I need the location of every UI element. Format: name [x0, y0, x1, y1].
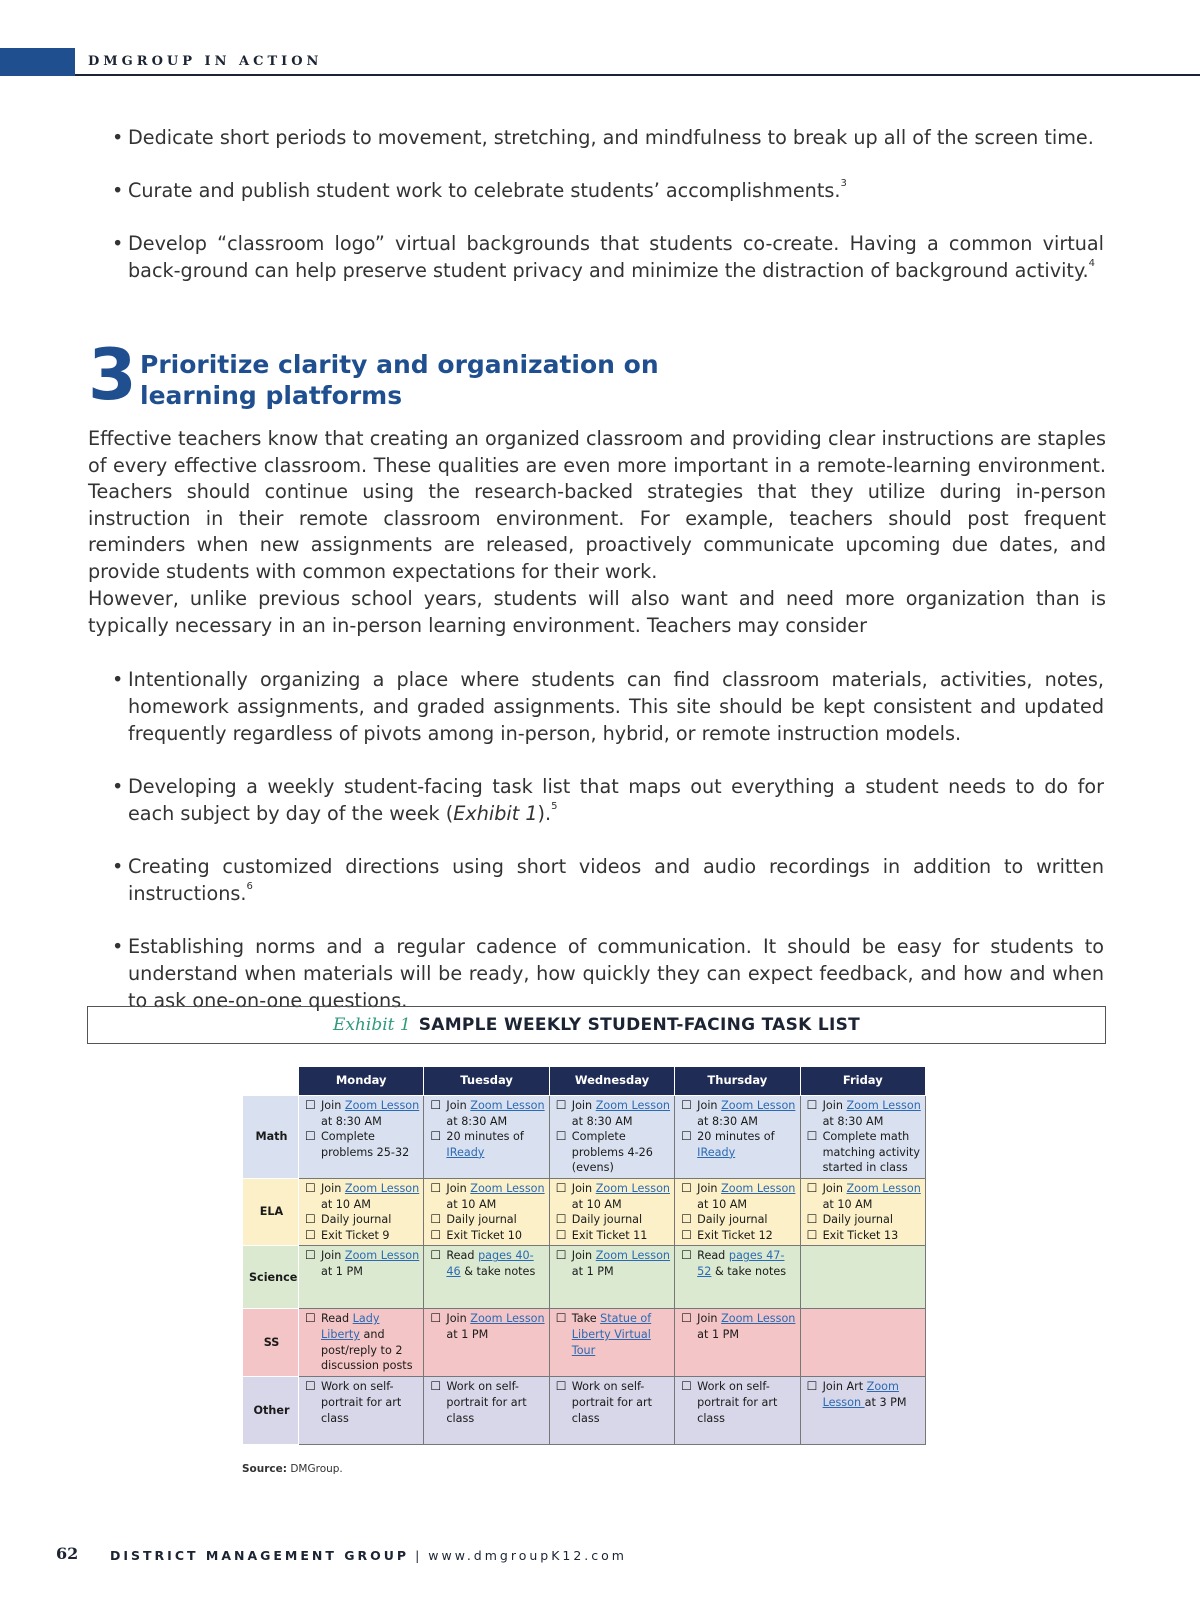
subject-label: Math — [243, 1096, 299, 1179]
subject-row — [243, 1179, 926, 1246]
bullet-item — [112, 230, 1104, 284]
body-paragraph: However, unlike previous school years, students will also want and need more organization than is typically necessary in an in-person learning environment. Teachers may consider — [88, 587, 1106, 637]
bullet-text: Intentionally organizing a place where students can find classroom materials, activities, notes, homework assignments, and graded assignments. This site should be kept consistent and updated frequently regardless of pivots among in-person, hybrid, or remote instruction models. — [128, 668, 1104, 745]
task-item: ☐ Join Zoom Lesson at 8:30 AM — [430, 1098, 544, 1129]
source-text: DMGroup. — [286, 1463, 343, 1475]
task-link[interactable]: Zoom Lesson — [344, 1249, 420, 1263]
task-cell — [424, 1179, 549, 1246]
task-item: ☐ Work on self-portrait for art class — [681, 1379, 795, 1426]
bullet-text: Dedicate short periods to movement, stretching, and mindfulness to break up all of the screen time. — [128, 126, 1094, 149]
task-cell — [549, 1377, 674, 1445]
task-item: ☐ Take Statue of Liberty Virtual Tour — [556, 1311, 670, 1358]
task-item: ☐ Exit Ticket 12 — [681, 1228, 795, 1244]
task-link[interactable]: Zoom Lesson — [344, 1099, 420, 1112]
task-cell — [800, 1377, 925, 1445]
task-cell — [800, 1309, 925, 1377]
task-item: ☐ Join Zoom Lesson at 8:30 AM — [807, 1098, 921, 1129]
task-link[interactable]: pages 40-46 — [446, 1249, 534, 1278]
page-number: 62 — [56, 1544, 79, 1563]
task-item: ☐ Join Zoom Lesson at 1 PM — [681, 1311, 795, 1342]
exhibit-reference: Exhibit 1 — [453, 802, 538, 825]
bullet-text: Establishing norms and a regular cadence of communication. It should be easy for students to understand when materials will be ready, how quickly they can expect feedback, and how and when to ask one-on-one questions. — [128, 935, 1104, 1012]
subject-label: Other — [243, 1377, 299, 1445]
task-item: ☐ Join Zoom Lesson at 10 AM — [305, 1181, 419, 1212]
exhibit-label: Exhibit 1 — [332, 1015, 411, 1035]
footer — [110, 1548, 627, 1563]
section-title: Prioritize clarity and organization on learning platforms — [140, 350, 659, 410]
task-cell — [299, 1377, 424, 1445]
bullet-text: Curate and publish student work to celebrate students’ accomplishments. — [128, 179, 841, 202]
task-item: ☐ 20 minutes of IReady — [681, 1129, 795, 1160]
task-cell — [424, 1377, 549, 1445]
subject-label: Science — [243, 1246, 299, 1309]
task-item: ☐ Exit Ticket 11 — [556, 1228, 670, 1244]
footer-separator: | — [415, 1548, 423, 1563]
task-cell — [424, 1096, 549, 1179]
task-cell — [549, 1179, 674, 1246]
task-cell — [299, 1309, 424, 1377]
running-header: DMGROUP IN ACTION — [88, 54, 323, 69]
task-item: ☐ Join Zoom Lesson at 8:30 AM — [556, 1098, 670, 1129]
section-number: 3 — [88, 334, 137, 416]
task-link[interactable]: Zoom Lesson — [822, 1380, 899, 1409]
task-item: ☐ Join Zoom Lesson at 1 PM — [305, 1248, 419, 1279]
task-cell — [424, 1309, 549, 1377]
task-link[interactable]: Zoom Lesson — [846, 1099, 921, 1112]
day-header: Monday — [299, 1067, 424, 1096]
task-link[interactable]: IReady — [697, 1145, 736, 1159]
body-paragraph: Effective teachers know that creating an organized classroom and providing clear instructions are staples of every effective classroom. These qualities are even more important in a remote-learning environment. Teachers should continue using the research-backed strategies that they utilize during in-person instruction in their remote classroom environment. For example, teachers should post frequent reminders when new assignments are released, proactively communicate upcoming due dates, and provide students with common expectations for their work. — [88, 427, 1106, 583]
task-item: ☐ Join Zoom Lesson at 1 PM — [556, 1248, 670, 1279]
task-cell — [549, 1096, 674, 1179]
task-cell — [800, 1096, 925, 1179]
task-link[interactable]: pages 47-52 — [697, 1249, 785, 1278]
bullet-item — [112, 773, 1104, 827]
task-item: ☐ Daily journal — [807, 1212, 921, 1228]
task-link[interactable]: Zoom Lesson — [721, 1312, 796, 1326]
task-link[interactable]: Zoom Lesson — [721, 1099, 796, 1112]
task-item: ☐ Join Zoom Lesson at 8:30 AM — [305, 1098, 419, 1129]
task-cell — [675, 1377, 800, 1445]
task-item: ☐ Join Zoom Lesson at 10 AM — [430, 1181, 544, 1212]
subject-row — [243, 1309, 926, 1377]
bullet-item — [112, 124, 1104, 151]
task-cell — [800, 1246, 925, 1309]
exhibit-title: SAMPLE WEEKLY STUDENT-FACING TASK LIST — [418, 1015, 861, 1035]
task-item: ☐ Work on self-portrait for art class — [430, 1379, 544, 1426]
header-rule — [75, 74, 1200, 76]
task-list-table — [242, 1066, 926, 1445]
task-cell — [675, 1246, 800, 1309]
subject-label: SS — [243, 1309, 299, 1377]
task-link[interactable]: Zoom Lesson — [344, 1182, 420, 1195]
bullet-text: Creating customized directions using short videos and audio recordings in addition to written instructions. — [128, 855, 1104, 905]
task-item: ☐ Read Lady Liberty and post/reply to 2 discussion posts — [305, 1311, 419, 1373]
source-note — [242, 1463, 343, 1475]
subject-label: ELA — [243, 1179, 299, 1246]
day-header: Wednesday — [549, 1067, 674, 1096]
task-cell — [299, 1096, 424, 1179]
day-header: Friday — [800, 1067, 925, 1096]
task-link[interactable]: Zoom Lesson — [595, 1249, 671, 1263]
task-cell — [299, 1179, 424, 1246]
task-cell — [800, 1179, 925, 1246]
task-item: ☐ Work on self-portrait for art class — [305, 1379, 419, 1426]
task-link[interactable]: Zoom Lesson — [595, 1182, 671, 1195]
top-bullet-list — [112, 124, 1104, 310]
task-link[interactable]: Zoom Lesson — [595, 1099, 671, 1112]
task-link[interactable]: Zoom Lesson — [470, 1099, 545, 1112]
task-link[interactable]: IReady — [446, 1145, 485, 1159]
footer-org: DISTRICT MANAGEMENT GROUP — [110, 1548, 410, 1563]
task-item: ☐ Complete problems 4-26 (evens) — [556, 1129, 670, 1176]
task-item: ☐ Exit Ticket 13 — [807, 1228, 921, 1244]
task-item: ☐ Join Zoom Lesson at 10 AM — [556, 1181, 670, 1212]
task-item: ☐ Join Zoom Lesson at 8:30 AM — [681, 1098, 795, 1129]
subject-row — [243, 1246, 926, 1309]
task-cell — [675, 1096, 800, 1179]
source-label: Source: — [242, 1463, 287, 1475]
task-link[interactable]: Zoom Lesson — [470, 1312, 545, 1326]
footer-url: www.dmgroupK12.com — [428, 1548, 627, 1563]
task-cell — [424, 1246, 549, 1309]
bullet-text: Develop “classroom logo” virtual backgrounds that students co-create. Having a common virtual back-ground can help preserve student privacy and minimize the distraction of background activity. — [128, 232, 1104, 282]
task-item: ☐ Daily journal — [681, 1212, 795, 1228]
footnote-ref: 4 — [1088, 258, 1096, 269]
day-header: Thursday — [675, 1067, 800, 1096]
bullet-item — [112, 666, 1104, 747]
subject-row — [243, 1377, 926, 1445]
task-item: ☐ Join Art Zoom Lesson at 3 PM — [807, 1379, 921, 1410]
task-item: ☐ Read pages 40-46 & take notes — [430, 1248, 544, 1279]
task-link[interactable]: Statue of Liberty Virtual Tour — [571, 1312, 652, 1357]
task-link[interactable]: Zoom Lesson — [721, 1182, 796, 1195]
footnote-ref: 3 — [840, 178, 847, 189]
task-item: ☐ Join Zoom Lesson at 10 AM — [807, 1181, 921, 1212]
task-item: ☐ Complete problems 25-32 — [305, 1129, 419, 1160]
task-link[interactable]: Zoom Lesson — [846, 1182, 921, 1195]
task-item: ☐ Join Zoom Lesson at 1 PM — [430, 1311, 544, 1342]
bottom-bullet-list — [112, 666, 1104, 1040]
task-item: ☐ Complete math matching activity started in class — [807, 1129, 921, 1176]
bullet-text: ). — [537, 802, 552, 825]
bullet-item — [112, 933, 1104, 1014]
bullet-item — [112, 177, 1104, 204]
task-item: ☐ Daily journal — [430, 1212, 544, 1228]
task-item: ☐ Read pages 47-52 & take notes — [681, 1248, 795, 1279]
table-corner — [243, 1067, 299, 1096]
day-header: Tuesday — [424, 1067, 549, 1096]
table-header-row — [243, 1067, 926, 1096]
task-cell — [549, 1246, 674, 1309]
task-cell — [675, 1179, 800, 1246]
exhibit-title-box — [87, 1006, 1106, 1044]
task-link[interactable]: Zoom Lesson — [470, 1182, 545, 1195]
footnote-ref: 5 — [551, 801, 558, 812]
task-item: ☐ Exit Ticket 10 — [430, 1228, 544, 1244]
task-item: ☐ 20 minutes of IReady — [430, 1129, 544, 1160]
task-item: ☐ Exit Ticket 9 — [305, 1228, 419, 1244]
subject-row — [243, 1096, 926, 1179]
task-cell — [299, 1246, 424, 1309]
task-item: ☐ Work on self-portrait for art class — [556, 1379, 670, 1426]
task-item: ☐ Daily journal — [305, 1212, 419, 1228]
task-link[interactable]: Lady Liberty — [321, 1312, 380, 1341]
header-color-block — [0, 48, 75, 76]
task-table-body — [243, 1096, 926, 1445]
task-item: ☐ Daily journal — [556, 1212, 670, 1228]
bullet-text: Developing a weekly student-facing task list that maps out everything a student needs to do for each subject by day of the week ( — [128, 775, 1104, 825]
bullet-item — [112, 853, 1104, 907]
task-cell — [549, 1309, 674, 1377]
footnote-ref: 6 — [246, 881, 253, 892]
task-cell — [675, 1309, 800, 1377]
task-item: ☐ Join Zoom Lesson at 10 AM — [681, 1181, 795, 1212]
